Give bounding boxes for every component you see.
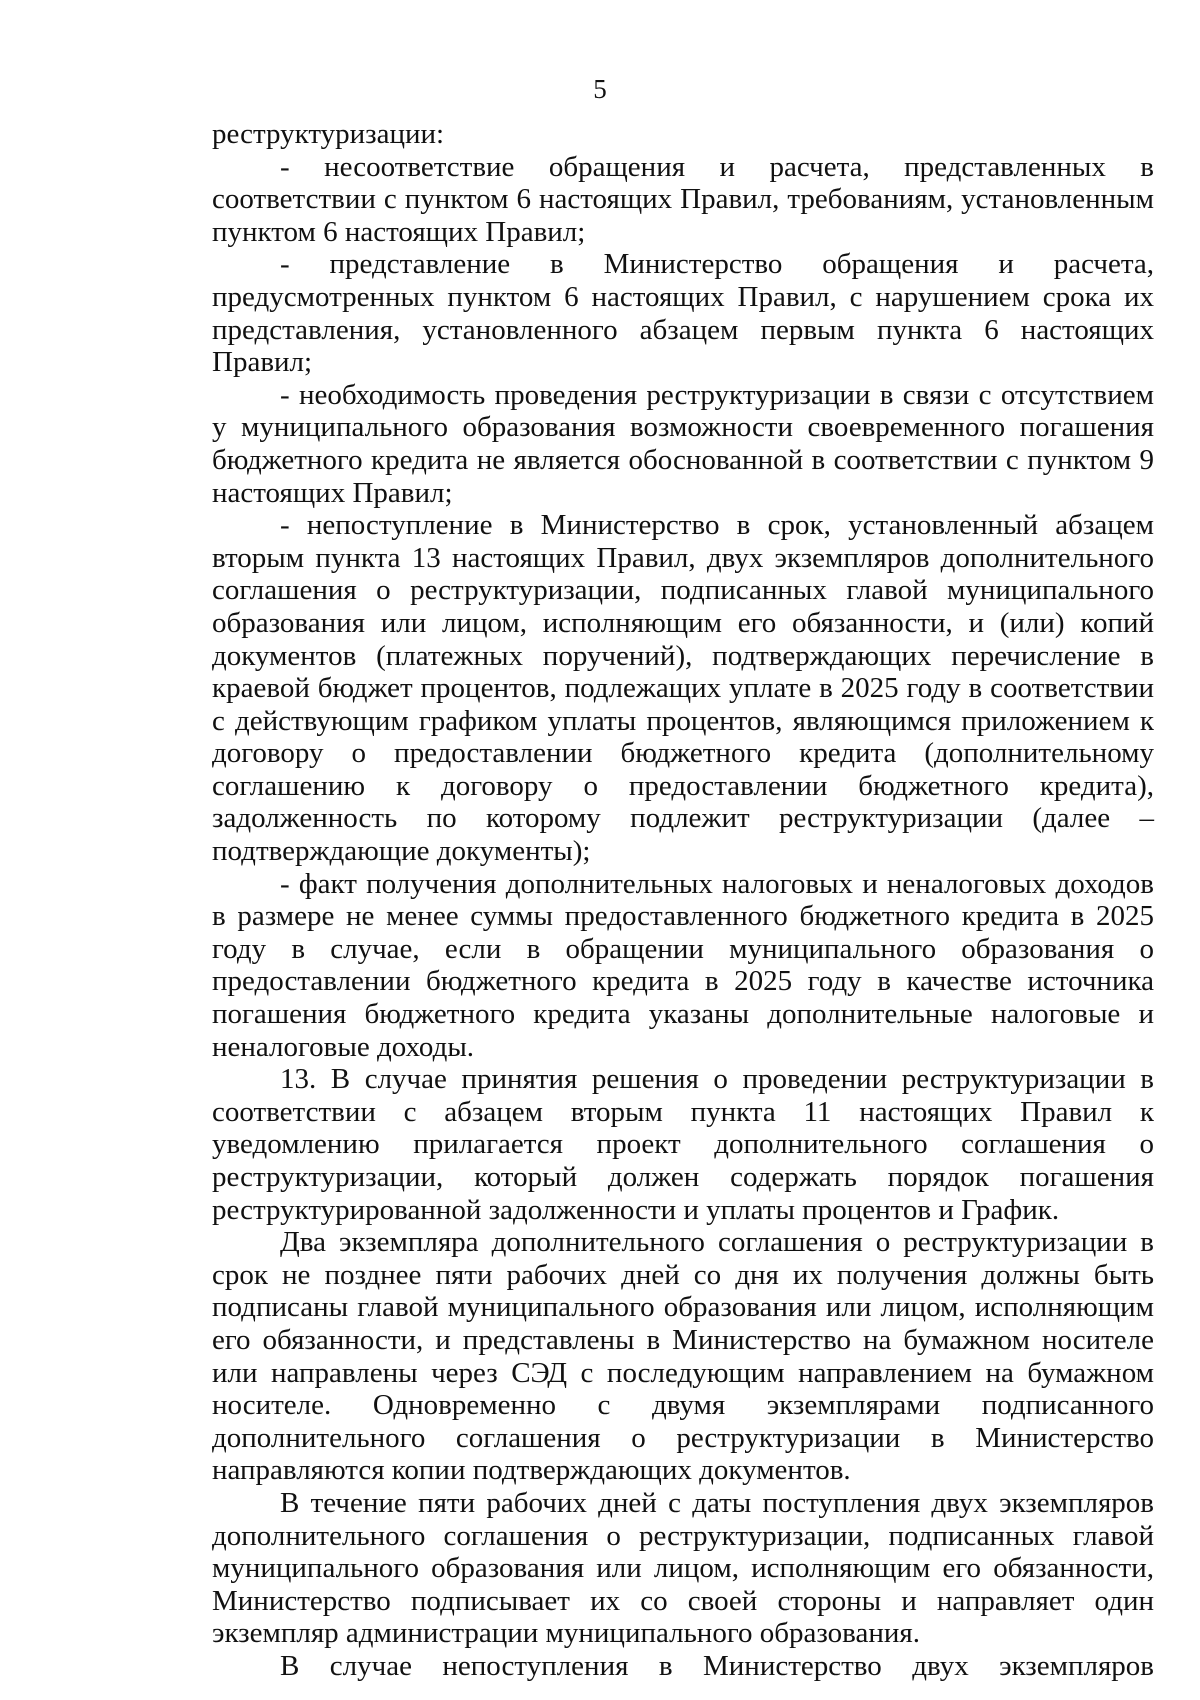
paragraph-continued: В случае непоступления в Министерство двух экземпляров xyxy=(280,1649,1154,1682)
paragraph-list-item: - непоступление в Министерство в срок, установленный абзацем вторым пункта 13 настоящих Правил, двух экземпляров дополнительного соглашения о реструктуризации, подписанных главой муниципального образования или лицом, исполняющим его обязанности, и (или) копий документов (платежных поручений), подтверждающих перечисление в краевой бюджет процентов, подлежащих уплате в 2025 году в соответствии с действующим графиком уплаты процентов, являющимся приложением к договору о предоставлении бюджетного кредита (дополнительному соглашению к договору о предоставлении бюджетного кредита), задолженность по которому подлежит реструктуризации (далее – подтверждающие документы); xyxy=(212,509,1154,868)
paragraph-clause-13: 13. В случае принятия решения о проведении реструктуризации в соответствии с абзацем вторым пункта 11 настоящих Правил к уведомлению прилагается проект дополнительного соглашения о реструктуризации, который должен содержать порядок погашения реструктурированной задолженности и уплаты процентов и График. xyxy=(212,1063,1154,1226)
paragraph-continuation: реструктуризации: xyxy=(212,118,445,150)
page-number: 5 xyxy=(593,74,607,104)
paragraph-list-item: - представление в Министерство обращения и расчета, предусмотренных пунктом 6 настоящих Правил, с нарушением срока их представления, установленного абзацем первым пункта 6 настоящих Правил; xyxy=(212,248,1154,379)
paragraph-list-item: - несоответствие обращения и расчета, представленных в соответствии с пунктом 6 настоящих Правил, требованиям, установленным пунктом 6 настоящих Правил; xyxy=(212,150,1154,248)
paragraph: В течение пяти рабочих дней с даты поступления двух экземпляров дополнительного соглашения о реструктуризации, подписанных главой муниципального образования или лицом, исполняющим его обязанности, Министерство подписывает их со своей стороны и направляет один экземпляр администрации муниципального образования. xyxy=(212,1486,1154,1650)
paragraph: Два экземпляра дополнительного соглашения о реструктуризации в срок не позднее пяти рабочих дней со дня их получения должны быть подписаны главой муниципального образования или лицом, исполняющим его обязанности, и представлены в Министерство на бумажном носителе или направлены через СЭД с последующим направлением на бумажном носителе. Одновременно с двумя экземплярами подписанного дополнительного соглашения о реструктуризации в Министерство направляются копии подтверждающих документов. xyxy=(212,1226,1154,1487)
paragraph-list-item: - факт получения дополнительных налоговых и неналоговых доходов в размере не менее суммы предоставленного бюджетного кредита в 2025 году в случае, если в обращении муниципального образования о предоставлении бюджетного кредита в 2025 году в качестве источника погашения бюджетного кредита указаны дополнительные налоговые и неналоговые доходы. xyxy=(212,867,1154,1063)
document-body xyxy=(212,118,1154,1683)
paragraph-list-item: - необходимость проведения реструктуризации в связи с отсутствием у муниципального образования возможности своевременного погашения бюджетного кредита не является обоснованной в соответствии с пунктом 9 настоящих Правил; xyxy=(212,378,1154,509)
